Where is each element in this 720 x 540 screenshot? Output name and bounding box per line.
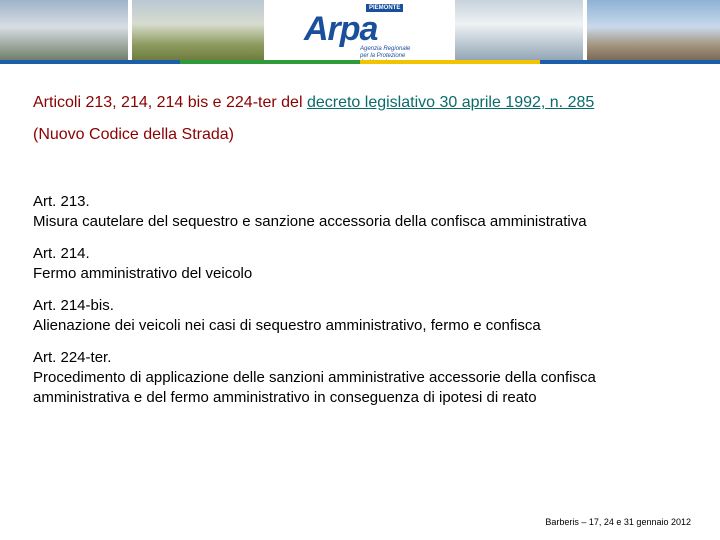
article-number: Art. 213. [33, 193, 90, 210]
mountain-photo [0, 0, 128, 60]
arpa-logo [300, 4, 412, 60]
article-number: Art. 214-bis. [33, 297, 114, 314]
castle-photo [587, 0, 720, 60]
article-description: Alienazione dei veicoli nei casi di sequestro amministrativo, fermo e confisca [33, 317, 541, 334]
field-photo [132, 0, 264, 60]
logo-wordmark: Arpa [304, 10, 378, 48]
article-number: Art. 224-ter. [33, 349, 112, 366]
main-content [33, 92, 693, 408]
page-subtitle: (Nuovo Codice della Strada) [33, 126, 234, 143]
footer-credit: Barberis – 17, 24 e 31 gennaio 2012 [545, 517, 691, 527]
header-banner [0, 0, 720, 66]
article-description: Misura cautelare del sequestro e sanzione accessoria della confisca amministrativa [33, 213, 587, 230]
page-title [33, 92, 693, 114]
header-stripe-1 [0, 60, 180, 64]
logo-region-label: PIEMONTE [366, 4, 403, 12]
header-stripe-3 [360, 60, 540, 64]
header-stripe-4 [540, 60, 720, 64]
article-number: Art. 214. [33, 245, 90, 262]
article-item [33, 348, 693, 408]
article-description: Procedimento di applicazione delle sanzioni amministrative accessorie della confisca amministrativa e del fermo amministrativo in conseguenza di ipotesi di reato [33, 369, 596, 406]
article-item [33, 192, 693, 232]
header-stripe-2 [180, 60, 360, 64]
waterfall-photo [455, 0, 583, 60]
title-prefix: Articoli 213, 214, 214 bis e 224-ter del [33, 94, 307, 111]
article-item [33, 296, 693, 336]
decree-link[interactable]: decreto legislativo 30 aprile 1992, n. 285 [306, 94, 595, 111]
article-description: Fermo amministrativo del veicolo [33, 265, 253, 282]
logo-subtitle: Agenzia Regionale per la Protezione [360, 46, 411, 59]
article-item [33, 244, 693, 284]
